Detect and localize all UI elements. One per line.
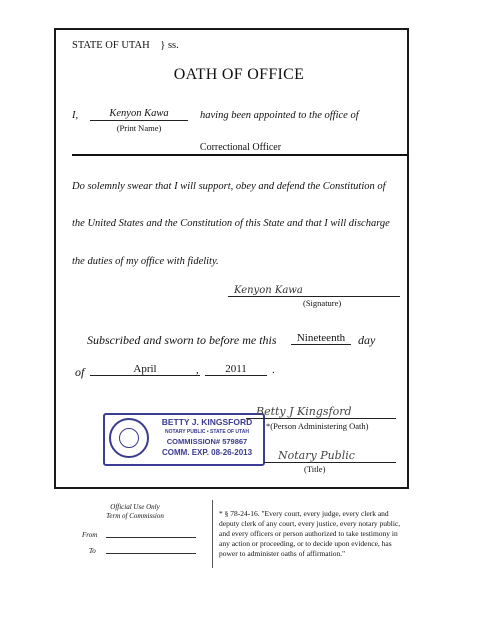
of-label: of xyxy=(75,365,85,379)
stamp-commission: COMMISSION# 579867 xyxy=(166,437,248,446)
signature-caption: (Signature) xyxy=(303,298,342,308)
to-field xyxy=(106,553,196,554)
statute-text: * § 78-24-16. "Every court, every judge, every clerk and deputy clerk of any court, every justice, every notary public, and every officers or person authorized to take testimony in any action or proceeding, or to decide upon evidence, has power to administer oaths of affirmation." xyxy=(219,509,401,558)
page-title: OATH OF OFFICE xyxy=(173,66,305,83)
signature-field: Kenyon Kawa xyxy=(228,285,400,297)
from-label: From xyxy=(82,531,98,539)
month-field: April xyxy=(90,363,200,376)
footer-divider xyxy=(212,500,213,568)
subscribed-text: Subscribed and sworn to before me this xyxy=(87,333,277,347)
stamp-line2: NOTARY PUBLIC • STATE OF UTAH xyxy=(165,429,249,435)
to-label: To xyxy=(89,547,96,555)
stamp-name: BETTY J. KINGSFORD xyxy=(161,417,253,427)
notary-stamp xyxy=(103,413,265,466)
brace: } xyxy=(160,40,166,51)
oath-line-1: Do solemnly swear that I will support, obey and defend the Constitution of xyxy=(72,181,386,192)
state-name: STATE OF UTAH xyxy=(72,40,150,51)
notary-seal xyxy=(109,418,149,458)
office-field: Correctional Officer xyxy=(72,142,409,156)
day-label: day xyxy=(358,333,376,347)
oath-line-3: the duties of my office with fidelity. xyxy=(72,256,219,267)
appointed-text: having been appointed to the office of xyxy=(200,110,359,121)
print-name-caption: (Print Name) xyxy=(116,123,162,133)
state-heading xyxy=(72,40,179,51)
official-use-label: Official Use Only xyxy=(110,503,160,511)
pronoun: I, xyxy=(72,110,79,121)
print-name-field: Kenyon Kawa xyxy=(90,108,188,121)
notary-signature: Betty J Kingsford xyxy=(246,405,396,419)
oath-line-2: the United States and the Constitution of this State and that I will discharge xyxy=(72,218,390,229)
year-field: 2011 xyxy=(205,363,267,376)
notary-caption: *(Person Administering Oath) xyxy=(266,421,369,431)
period: . xyxy=(272,364,275,376)
notary-title-signature: Notary Public xyxy=(264,449,396,463)
from-field xyxy=(106,537,196,538)
day-field: Nineteenth xyxy=(291,332,351,345)
ss-label: ss. xyxy=(167,40,179,51)
title-caption: (Title) xyxy=(304,464,326,474)
term-label: Term of Commission xyxy=(106,512,164,520)
comma: , xyxy=(196,364,199,376)
stamp-expiry: COMM. EXP. 08-26-2013 xyxy=(161,448,253,457)
